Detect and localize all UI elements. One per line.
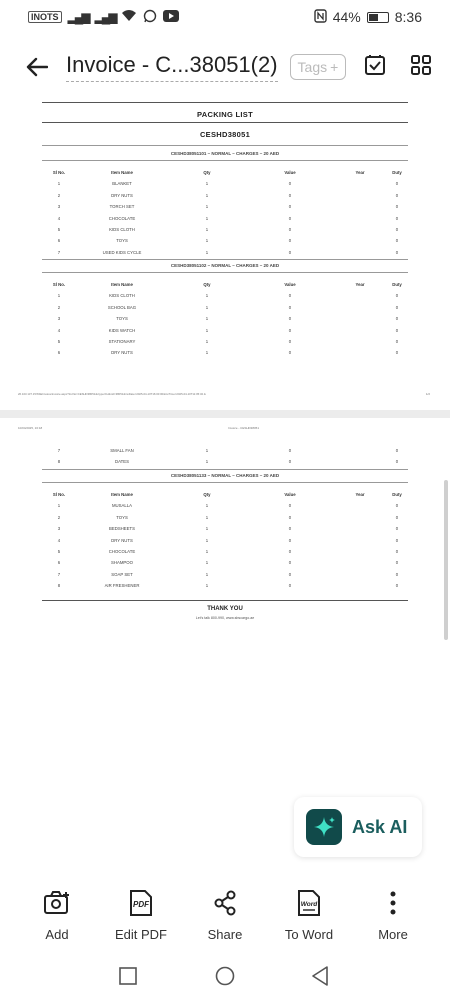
section-title: CESHD38051101 – NORMAL – CHARGES – 20 AED (170, 151, 280, 156)
table-cell: 0 (288, 227, 292, 232)
table-cell: 1 (205, 537, 209, 543)
table-header-row (42, 489, 408, 500)
page-footer-url: 26.103.137.15/SSEInvoice/invoice.aspx?InvNo=CESHD38051&ctype=IH&nid=38051&invDate=2025-04-10T16:00:00&invTime=2025-04-10T11:05:32.& (18, 392, 206, 396)
status-bar (0, 0, 450, 34)
table-cell: 1 (205, 560, 209, 566)
table-cell: 3 (57, 526, 61, 532)
table-cell: 0 (288, 537, 292, 543)
column-header: Value (284, 170, 296, 175)
table-cell: 0 (288, 316, 292, 322)
table-cell: BEDSHEETS (108, 526, 136, 532)
table-cell: TOYS (116, 514, 128, 520)
column-header: Qty (203, 492, 211, 497)
table-cell: 1 (205, 238, 209, 244)
table-cell: 2 (57, 192, 61, 198)
table-cell: 1 (57, 293, 61, 299)
table-row (42, 546, 408, 557)
table-cell: STATIONARY (108, 339, 136, 344)
table-cell: 1 (205, 339, 209, 344)
word-doc-icon (274, 888, 344, 918)
table-cell: 1 (205, 192, 209, 198)
table-header-row (42, 279, 408, 290)
wifi-icon (121, 9, 137, 25)
divider (42, 469, 408, 470)
column-header: Item Name (111, 492, 133, 497)
table-row (42, 569, 408, 580)
table-cell: 6 (57, 560, 61, 566)
table-cell: CHOCOLATE (108, 215, 136, 221)
table-cell: 0 (288, 215, 292, 221)
table-cell: CHOCOLATE (108, 549, 136, 554)
bottom-toolbar (0, 878, 450, 948)
divider (42, 122, 408, 123)
table-cell: 1 (205, 549, 209, 554)
table-cell: SOAP SET (111, 571, 133, 577)
more-vertical-icon (358, 888, 428, 918)
pdf-glyph: PDF (133, 900, 149, 909)
table-row (42, 290, 408, 301)
table-row (42, 523, 408, 534)
table-cell: 1 (205, 181, 209, 187)
table-row (42, 313, 408, 324)
table-cell: KIDS WATCH (108, 327, 136, 333)
table-cell: USED KIDS CYCLE (102, 249, 142, 255)
table-cell: DRY NUTS (111, 537, 133, 543)
table-cell: 1 (205, 526, 209, 532)
table-cell: 2 (57, 304, 61, 310)
table-cell: 0 (395, 181, 399, 187)
table-cell: 1 (205, 293, 209, 299)
table-cell: 0 (288, 327, 292, 333)
battery-icon (367, 12, 389, 23)
column-header: Duty (392, 170, 402, 175)
column-header: Sl No. (52, 492, 66, 497)
back-nav-button[interactable] (308, 964, 332, 988)
table-cell: 2 (57, 514, 61, 520)
table-cell: 0 (288, 293, 292, 299)
document-title[interactable]: Invoice - C...38051(2) (66, 52, 278, 82)
table-cell: 0 (395, 549, 399, 554)
table-cell: 1 (205, 327, 209, 333)
table-cell: 0 (395, 293, 399, 299)
table-cell: 6 (57, 350, 61, 356)
table-cell: 0 (288, 192, 292, 198)
status-left (28, 9, 179, 26)
divider (42, 160, 408, 161)
table-cell: 1 (205, 204, 209, 210)
column-header: Qty (203, 282, 211, 287)
more-label: More (378, 927, 408, 942)
table-cell: 0 (395, 249, 399, 255)
share-label: Share (207, 927, 243, 942)
table-cell: 1 (205, 514, 209, 520)
ai-sparkle-icon (306, 809, 342, 845)
status-right (314, 9, 422, 26)
table-cell: 0 (288, 526, 292, 532)
thank-you-text: THANK YOU (207, 606, 243, 612)
column-header: Value (284, 492, 296, 497)
table-cell: 7 (57, 249, 61, 255)
table-cell: 1 (57, 503, 61, 509)
table-cell: 1 (205, 583, 209, 589)
word-glyph: Word (300, 901, 318, 908)
select-button[interactable] (362, 52, 388, 78)
table-header-row (42, 167, 408, 178)
back-button[interactable] (22, 52, 52, 82)
scrollbar-thumb[interactable] (444, 480, 448, 640)
square-icon (119, 967, 137, 985)
table-cell: 1 (205, 249, 209, 255)
pdf-edit-icon (106, 888, 176, 918)
table-cell: 1 (205, 304, 209, 310)
ask-ai-button[interactable] (294, 797, 422, 857)
table-cell: 1 (205, 571, 209, 577)
to-word-button[interactable] (274, 888, 344, 942)
triangle-back-icon (311, 966, 329, 986)
table-cell: TOYS (116, 316, 128, 322)
battery-percent: 44% (332, 9, 361, 25)
tags-button[interactable] (290, 54, 347, 80)
table-cell: 0 (288, 459, 292, 465)
table-cell: 0 (288, 503, 292, 509)
table-row (42, 302, 408, 313)
column-header: Value (284, 282, 296, 287)
carrier-chip: INOTS (28, 11, 62, 23)
table-cell: 0 (395, 215, 399, 221)
column-header: Item Name (111, 170, 133, 175)
table-cell: 7 (57, 571, 61, 577)
home-button[interactable] (213, 964, 237, 988)
contact-text: Let's talk 800-990, www.sbscargo.ae (195, 616, 255, 620)
print-title: Invoice - CESHD38051 (228, 426, 260, 430)
table-cell: KIDS CLOTH (109, 227, 135, 232)
table-cell: 0 (395, 583, 399, 589)
table-cell: 1 (57, 181, 61, 187)
table-cell: TORCH SET (109, 204, 135, 210)
table-row (42, 500, 408, 511)
table-cell: TOYS (116, 238, 128, 244)
document-viewer[interactable] (0, 100, 450, 870)
divider (42, 272, 408, 273)
column-header: Year (355, 282, 365, 287)
table-cell: SCHOOL BAG (107, 304, 137, 310)
edit-pdf-label: Edit PDF (114, 927, 167, 942)
table-cell: 4 (57, 537, 61, 543)
table-cell: MUSALLA (111, 503, 133, 509)
table-cell: 4 (57, 327, 61, 333)
table-row (42, 535, 408, 546)
table-cell: 0 (395, 459, 399, 465)
arrow-left-icon (26, 57, 48, 77)
table-cell: 0 (395, 514, 399, 520)
table-cell: 7 (57, 448, 61, 453)
section-title: CESHD38051133 – NORMAL – CHARGES – 20 AED (170, 473, 280, 478)
table-cell: 1 (205, 227, 209, 232)
table-row (42, 190, 408, 201)
table-cell: 0 (395, 339, 399, 344)
table-cell: 1 (205, 215, 209, 221)
divider (42, 145, 408, 146)
divider (42, 600, 408, 601)
table-cell: 0 (395, 304, 399, 310)
table-cell: AIR FRESHENER (104, 583, 140, 589)
table-cell: DATES (114, 459, 130, 465)
table-row (42, 325, 408, 336)
table-cell: 5 (57, 339, 61, 344)
table-cell: 0 (288, 560, 292, 566)
table-cell: DRY NUTS (111, 192, 133, 198)
divider (42, 482, 408, 483)
packing-list-title: PACKING LIST (197, 110, 253, 119)
plus-icon: + (330, 59, 339, 75)
table-cell: 4 (57, 215, 61, 221)
table-cell: 5 (57, 227, 61, 232)
table-row (42, 512, 408, 523)
recents-button[interactable] (116, 964, 140, 988)
table-cell: 5 (57, 549, 61, 554)
table-row (42, 224, 408, 235)
column-header: Year (355, 492, 365, 497)
table-cell: SMALL FAN (110, 448, 134, 453)
column-header: Year (355, 170, 365, 175)
table-cell: 3 (57, 204, 61, 210)
pdf-page-1 (0, 100, 450, 410)
table-cell: SHAMPOO (111, 560, 133, 566)
clock: 8:36 (394, 9, 422, 25)
page-number: 1/2 (425, 392, 430, 396)
column-header: Sl No. (52, 170, 66, 175)
table-row (42, 557, 408, 568)
table-cell: BLANKET (112, 181, 132, 187)
table-cell: 0 (288, 448, 292, 453)
table-cell: 0 (288, 204, 292, 210)
table-cell: 0 (395, 227, 399, 232)
table-cell: 0 (395, 526, 399, 532)
invoice-code: CESHD38051 (199, 130, 251, 139)
table-cell: 0 (288, 571, 292, 577)
table-cell: 1 (205, 316, 209, 322)
table-cell: 0 (395, 537, 399, 543)
table-cell: DRY NUTS (111, 350, 133, 356)
table-cell: 0 (395, 350, 399, 356)
table-cell: 0 (395, 448, 399, 453)
add-button[interactable] (22, 888, 92, 942)
share-button[interactable] (190, 888, 260, 942)
table-row (42, 336, 408, 347)
table-cell: 0 (395, 192, 399, 198)
table-row (42, 347, 408, 358)
table-cell: 0 (288, 350, 292, 356)
circle-icon (215, 966, 235, 986)
checkbox-icon (364, 54, 386, 76)
table-row (42, 580, 408, 591)
table-cell: 0 (288, 249, 292, 255)
table-cell: KIDS CLOTH (109, 293, 135, 299)
table-row (42, 213, 408, 224)
whatsapp-icon (143, 9, 157, 26)
share-icon (190, 888, 260, 918)
table-cell: 0 (395, 316, 399, 322)
table-cell: 0 (288, 514, 292, 520)
column-header: Qty (203, 170, 211, 175)
grid-view-button[interactable] (408, 52, 434, 78)
table-cell: 0 (288, 339, 292, 344)
table-row (42, 445, 408, 456)
table-cell: 3 (57, 316, 61, 322)
signal-icon: ▂▄▆ (67, 10, 89, 24)
to-word-label: To Word (284, 927, 334, 942)
youtube-icon (163, 9, 179, 25)
table-cell: 0 (395, 238, 399, 244)
divider (42, 259, 408, 260)
grid-icon (410, 54, 432, 76)
column-header: Sl No. (52, 282, 66, 287)
table-cell: 0 (395, 571, 399, 577)
divider (42, 102, 408, 103)
table-cell: 6 (57, 238, 61, 244)
add-label: Add (45, 927, 69, 942)
signal-icon-2: ▂▄▆ (94, 10, 116, 24)
table-row (42, 178, 408, 189)
nfc-icon (314, 9, 327, 26)
table-cell: 0 (395, 204, 399, 210)
table-cell: 0 (288, 181, 292, 187)
table-cell: 0 (288, 238, 292, 244)
more-button[interactable] (358, 888, 428, 942)
table-row (42, 201, 408, 212)
table-row (42, 247, 408, 258)
table-cell: 0 (395, 560, 399, 566)
table-cell: 1 (205, 448, 209, 453)
table-row (42, 456, 408, 467)
table-cell: 0 (395, 503, 399, 509)
table-cell: 1 (205, 350, 209, 356)
table-cell: 1 (205, 503, 209, 509)
table-row (42, 235, 408, 246)
table-cell: 0 (288, 304, 292, 310)
edit-pdf-button[interactable] (106, 888, 176, 942)
table-cell: 1 (205, 459, 209, 465)
column-header: Duty (392, 282, 402, 287)
table-cell: 8 (57, 583, 61, 589)
column-header: Duty (392, 492, 402, 497)
print-date: 10/04/2025, 16:18 (18, 426, 43, 430)
table-cell: 8 (57, 459, 61, 465)
ask-ai-label: Ask AI (352, 816, 408, 837)
table-cell: 0 (288, 549, 292, 554)
tags-label: Tags (297, 59, 328, 75)
table-cell: 0 (395, 327, 399, 333)
section-title: CESHD38051102 – NORMAL – CHARGES – 20 AED (170, 263, 280, 268)
camera-add-icon (22, 888, 92, 918)
table-cell: 0 (288, 583, 292, 589)
column-header: Item Name (111, 282, 133, 287)
system-nav-bar (0, 952, 450, 1000)
